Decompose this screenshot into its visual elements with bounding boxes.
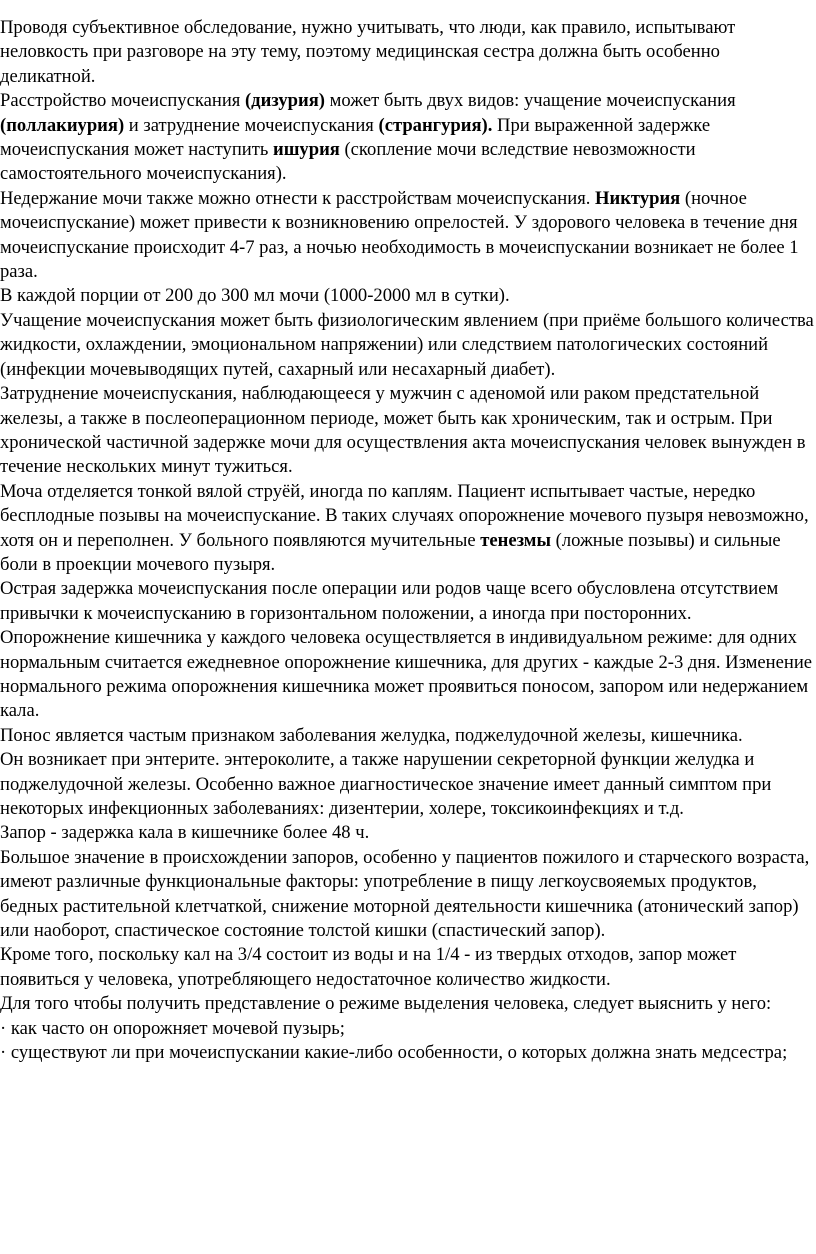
text-segment: Расстройство мочеиспускания (0, 90, 245, 112)
bold-term: (странгурия). (378, 114, 493, 136)
text-segment: Кроме того, поскольку кал на 3/4 состоит из воды и на 1/4 - из твердых отходов, запор может появиться у человека, употребляющего недостаточное количество жидкости. (0, 944, 737, 990)
text-segment: Опорожнение кишечника у каждого человека осуществляется в индивидуальном режиме: для одних нормальным считается ежедневное опорожнение кишечника, для других - каждые 2-3 дня. Изменение нормального режима опорожнения кишечника может проявиться поносом, запором или недержанием кала. (0, 627, 813, 722)
bold-term: (дизурия) (244, 90, 325, 112)
paragraph (0, 382, 816, 480)
text-segment: · как часто он опорожняет мочевой пузырь; (0, 1017, 345, 1039)
paragraph (0, 724, 816, 748)
paragraph (0, 992, 816, 1016)
bold-term: ишурия (273, 139, 340, 161)
paragraph (0, 1041, 816, 1065)
text-segment: Большое значение в происхождении запоров, особенно у пациентов пожилого и старческого возраста, имеют различные функциональные факторы: употребление в пищу легкоусвояемых продуктов, бедных растительной клетчаткой, снижение моторной деятельности кишечника (атонический запор) или наоборот, спастическое состояние толстой кишки (спастический запор). (0, 846, 810, 942)
paragraph (0, 943, 816, 992)
text-segment: Затруднение мочеиспускания, наблюдающееся у мужчин с аденомой или раком предстательной железы, а также в послеоперационном периоде, может быть как хроническим, так и острым. При хронической частичной задержке мочи для осуществления акта мочеиспускания человек вынужден в течение нескольких минут тужиться. (0, 383, 806, 478)
paragraph (0, 284, 816, 308)
bold-term: тенезмы (480, 529, 551, 551)
text-segment: Запор - задержка кала в кишечнике более 48 ч. (0, 822, 370, 844)
text-segment: (скопление мочи вследствие невозможности самостоятельного мочеиспускания). (0, 139, 696, 185)
text-segment: Проводя субъективное обследование, нужно учитывать, что люди, как правило, испытывают неловкость при разговоре на эту тему, поэтому медицинская сестра должна быть особенно деликатной. (0, 17, 736, 87)
paragraph (0, 821, 816, 845)
paragraph (0, 748, 816, 821)
text-segment: Для того чтобы получить представление о режиме выделения человека, следует выяснить у него: (0, 993, 772, 1015)
text-segment: Учащение мочеиспускания может быть физиологическим явлением (при приёме большого количества жидкости, охлаждении, эмоциональном напряжении) или следствием патологических состояний (инфекции мочевыводящих путей, сахарный или несахарный диабет). (0, 309, 814, 380)
paragraph (0, 89, 816, 187)
paragraph (0, 1017, 816, 1041)
text-segment: · существуют ли при мочеиспускании какие-либо особенности, о которых должна знать медсестра; (0, 1042, 788, 1064)
bold-term: (поллакиурия) (0, 114, 125, 136)
bold-term: Никтурия (595, 187, 681, 209)
text-segment: Моча отделяется тонкой вялой струёй, иногда по каплям. Пациент испытывает частые, нередко бесплодные позывы на мочеиспускание. В таких случаях опорожнение мочевого пузыря невозможно, хотя он и переполнен. У больного появляются мучительные (0, 480, 809, 551)
text-segment: и затруднение мочеиспускания (124, 114, 379, 136)
paragraph (0, 577, 816, 626)
paragraph (0, 16, 816, 89)
paragraph (0, 309, 816, 382)
text-segment: Понос является частым признаком заболевания желудка, поджелудочной железы, кишечника. (0, 724, 743, 746)
text-segment: может быть двух видов: учащение мочеиспускания (324, 90, 736, 112)
text-segment: В каждой порции от 200 до 300 мл мочи (1000-2000 мл в сутки). (0, 285, 510, 307)
text-segment: Недержание мочи также можно отнести к расстройствам мочеиспускания. (0, 187, 596, 209)
text-segment: (ночное мочеиспускание) может привести к возникновению опрелостей. У здорового человека в течение дня мочеиспускание происходит 4-7 раз, а ночью необходимость в мочеиспускании возникает не более 1 раза. (0, 187, 799, 283)
paragraph (0, 626, 816, 724)
text-segment: Острая задержка мочеиспускания после операции или родов чаще всего обусловлена отсутствием привычки к мочеиспусканию в горизонтальном положении, а иногда при посторонних. (0, 578, 779, 624)
text-segment: При выраженной задержке мочеиспускания может наступить (0, 114, 711, 161)
paragraph (0, 480, 816, 578)
paragraph (0, 846, 816, 944)
paragraph (0, 187, 816, 285)
text-segment: (ложные позывы) и сильные боли в проекции мочевого пузыря. (0, 529, 781, 575)
text-segment: Он возникает при энтерите. энтероколите, а также нарушении секреторной функции желудка и поджелудочной железы. Особенно важное диагностическое значение имеет данный симптом при некоторых инфекционных заболеваниях: дизентерии, холере, токсикоинфекциях и т.д. (0, 749, 772, 819)
